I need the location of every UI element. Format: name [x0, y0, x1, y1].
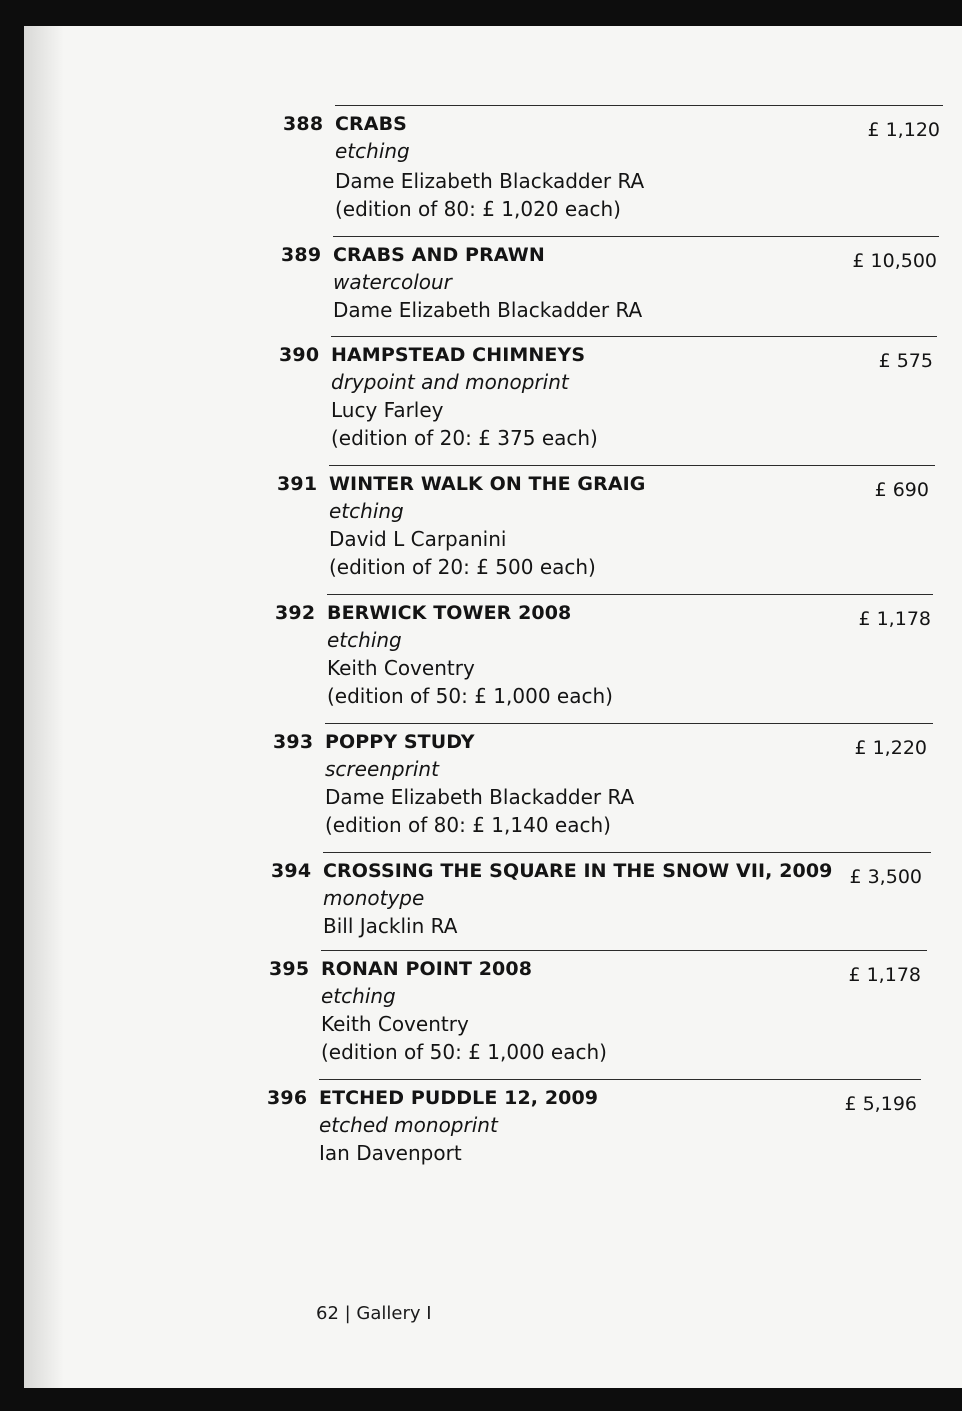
page-edge-shadow — [24, 26, 64, 1388]
entry-artist: Ian Davenport — [319, 1141, 462, 1165]
entry-edition: (edition of 50: £ 1,000 each) — [327, 684, 613, 708]
entry-artist: Dame Elizabeth Blackadder RA — [335, 169, 645, 193]
entry-number: 393 — [273, 731, 314, 753]
entry-divider — [333, 236, 939, 237]
entry-divider — [321, 950, 927, 951]
entry-artist: Dame Elizabeth Blackadder RA — [325, 785, 635, 809]
entry-price: £ 3,500 — [849, 866, 922, 888]
entry-price: £ 690 — [874, 479, 929, 501]
entry-number: 391 — [277, 473, 318, 495]
entry-title: CRABS AND PRAWN — [333, 244, 545, 266]
entry-title: CRABS — [335, 113, 407, 135]
entry-medium: etching — [321, 984, 396, 1008]
entry-edition: (edition of 20: £ 375 each) — [331, 426, 598, 450]
entry-divider — [323, 852, 931, 853]
entry-medium: monotype — [323, 886, 425, 910]
entry-title: RONAN POINT 2008 — [321, 958, 533, 980]
entry-price: £ 575 — [878, 350, 933, 372]
entry-divider — [319, 1079, 921, 1080]
page-footer: 62 | Gallery I — [316, 1303, 432, 1324]
entry-price: £ 1,178 — [858, 608, 931, 630]
entry-edition: (edition of 50: £ 1,000 each) — [321, 1040, 607, 1064]
entry-number: 392 — [275, 602, 316, 624]
entry-title: POPPY STUDY — [325, 731, 475, 753]
catalogue-page — [24, 26, 962, 1388]
entry-number: 390 — [279, 344, 320, 366]
entry-number: 395 — [269, 958, 310, 980]
entry-price: £ 5,196 — [844, 1093, 917, 1115]
entry-artist: Bill Jacklin RA — [323, 914, 458, 938]
entry-price: £ 10,500 — [852, 250, 937, 272]
entry-divider — [325, 723, 933, 724]
entry-divider — [331, 336, 937, 337]
entry-edition: (edition of 80: £ 1,020 each) — [335, 197, 621, 221]
entry-title: ETCHED PUDDLE 12, 2009 — [319, 1087, 599, 1109]
entry-artist: Dame Elizabeth Blackadder RA — [333, 298, 643, 322]
entry-artist: Keith Coventry — [327, 656, 475, 680]
entry-medium: etching — [329, 499, 404, 523]
entry-number: 388 — [283, 113, 324, 135]
entry-medium: screenprint — [325, 757, 439, 781]
entry-title: CROSSING THE SQUARE IN THE SNOW VII, 2009 — [323, 860, 833, 882]
entry-divider — [327, 594, 933, 595]
entry-divider — [335, 105, 943, 106]
entry-title: BERWICK TOWER 2008 — [327, 602, 572, 624]
entry-artist: Lucy Farley — [331, 398, 444, 422]
entry-number: 394 — [271, 860, 312, 882]
entry-number: 389 — [281, 244, 322, 266]
entry-title: HAMPSTEAD CHIMNEYS — [331, 344, 586, 366]
entry-price: £ 1,178 — [848, 964, 921, 986]
entry-divider — [329, 465, 935, 466]
entry-title: WINTER WALK ON THE GRAIG — [329, 473, 646, 495]
entry-number: 396 — [267, 1087, 308, 1109]
entry-price: £ 1,120 — [867, 119, 940, 141]
entry-edition: (edition of 80: £ 1,140 each) — [325, 813, 611, 837]
entry-price: £ 1,220 — [854, 737, 927, 759]
entry-artist: Keith Coventry — [321, 1012, 469, 1036]
entry-artist: David L Carpanini — [329, 527, 507, 551]
entry-edition: (edition of 20: £ 500 each) — [329, 555, 596, 579]
entry-medium: etching — [327, 628, 402, 652]
entry-medium: etched monoprint — [319, 1113, 498, 1137]
entry-medium: watercolour — [333, 270, 452, 294]
entry-medium: drypoint and monoprint — [331, 370, 569, 394]
entry-medium: etching — [335, 139, 410, 163]
